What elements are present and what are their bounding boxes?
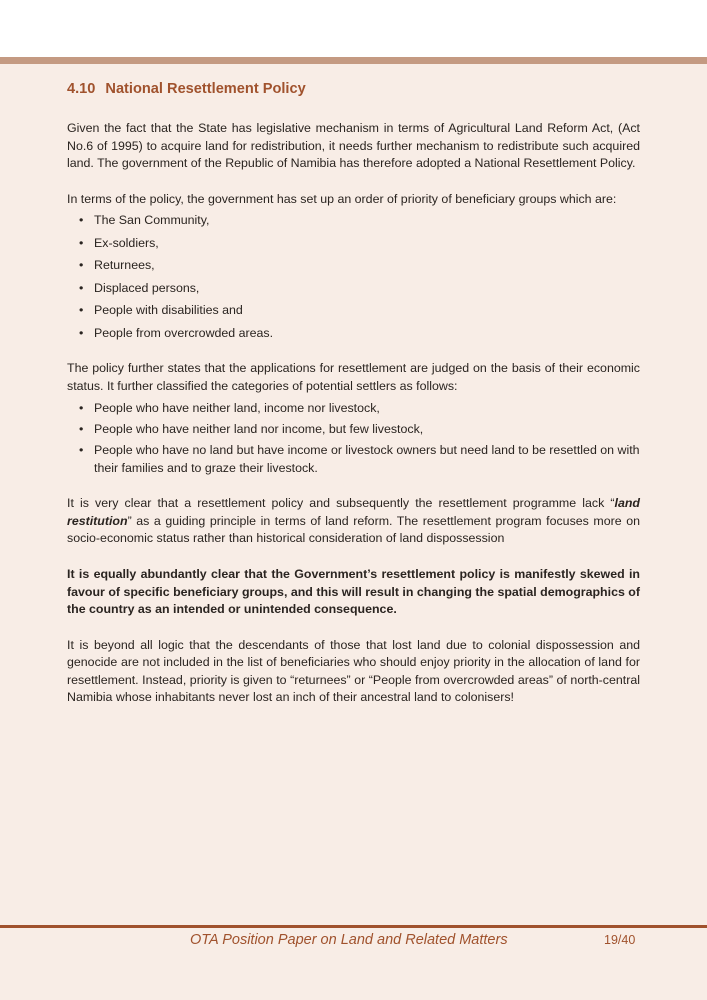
list-item: [67, 302, 640, 320]
list-item-text: People from overcrowded areas.: [94, 325, 274, 340]
paragraph-5-bold: It is equally abundantly clear that the Government’s resettlement policy is manifestly skewed in favour of specific beneficiary groups, and this will result in changing the spatial demographics of the country as an intended or unintended consequence.: [67, 566, 640, 617]
page-number: 19/40: [604, 933, 636, 947]
bullet-icon: •: [79, 325, 84, 340]
bullet-icon: •: [79, 235, 84, 250]
footer-title: OTA Position Paper on Land and Related Matters: [190, 932, 508, 948]
list-item-text: People who have no land but have income or livestock owners but need land to be resettled on with their families and to graze their livestock.: [94, 442, 640, 475]
list-item: [67, 442, 640, 477]
header-rule: [0, 57, 707, 64]
list-item-text: Returnees,: [94, 258, 155, 273]
paragraph-4-after: ” as a guiding principle in terms of land reform. The resettlement program focuses more on socio-economic status rather than historical consideration of land dispossession: [67, 513, 640, 546]
list-item-text: People who have neither land, income nor livestock,: [94, 400, 380, 415]
list-item-text: The San Community,: [94, 213, 210, 228]
paragraph-4-before: It is very clear that a resettlement policy and subsequently the resettlement programme lack “: [67, 496, 615, 511]
land-restitution-emphasis: land restitution: [67, 496, 640, 528]
section-title: National Resettlement Policy: [105, 81, 306, 97]
list-item-text: Ex-soldiers,: [94, 235, 159, 250]
paragraph-4: [67, 495, 640, 548]
list-item: [67, 325, 640, 343]
list-item-text: People with disabilities and: [94, 303, 243, 318]
list-item: [67, 212, 640, 230]
list-item-text: Displaced persons,: [94, 280, 200, 295]
list-item: [67, 257, 640, 275]
section-number: 4.10: [67, 81, 96, 97]
bullet-icon: •: [79, 280, 84, 295]
bullet-icon: •: [79, 258, 84, 273]
list-item: [67, 421, 640, 439]
paragraph-1: Given the fact that the State has legislative mechanism in terms of Agricultural Land Reform Act, (Act No.6 of 1995) to acquire land for redistribution, it needs further mechanism to redistribute such acquired land. The government of the Republic of Namibia has therefore adopted a National Resettlement Policy.: [67, 121, 640, 171]
paragraph-2: In terms of the policy, the government has set up an order of priority of beneficiary groups which are:: [67, 191, 617, 206]
paragraph-3: The policy further states that the applications for resettlement are judged on the basis of their economic status. It further classified the categories of potential settlers as follows:: [67, 361, 640, 393]
paragraph-6: It is beyond all logic that the descendants of those that lost land due to colonial dispossession and genocide are not included in the list of beneficiaries who should enjoy priority in the allocation of land for resettlement. Instead, priority is given to “returnees” or “People from overcrowded areas” of north-central Namibia whose inhabitants never lost an inch of their ancestral land to colonisers!: [67, 637, 640, 705]
bullet-icon: •: [79, 421, 84, 436]
bullet-icon: •: [79, 400, 84, 415]
beneficiary-groups-list: [67, 212, 640, 342]
list-item: [67, 280, 640, 298]
settler-categories-list: [67, 400, 640, 478]
bullet-icon: •: [79, 213, 84, 228]
list-item: [67, 400, 640, 418]
list-item-text: People who have neither land nor income, but few livestock,: [94, 421, 424, 436]
section-heading: [67, 79, 640, 99]
document-body: [67, 79, 640, 725]
bullet-icon: •: [79, 442, 84, 457]
footer-rule: [0, 925, 707, 928]
bullet-icon: •: [79, 303, 84, 318]
list-item: [67, 235, 640, 253]
